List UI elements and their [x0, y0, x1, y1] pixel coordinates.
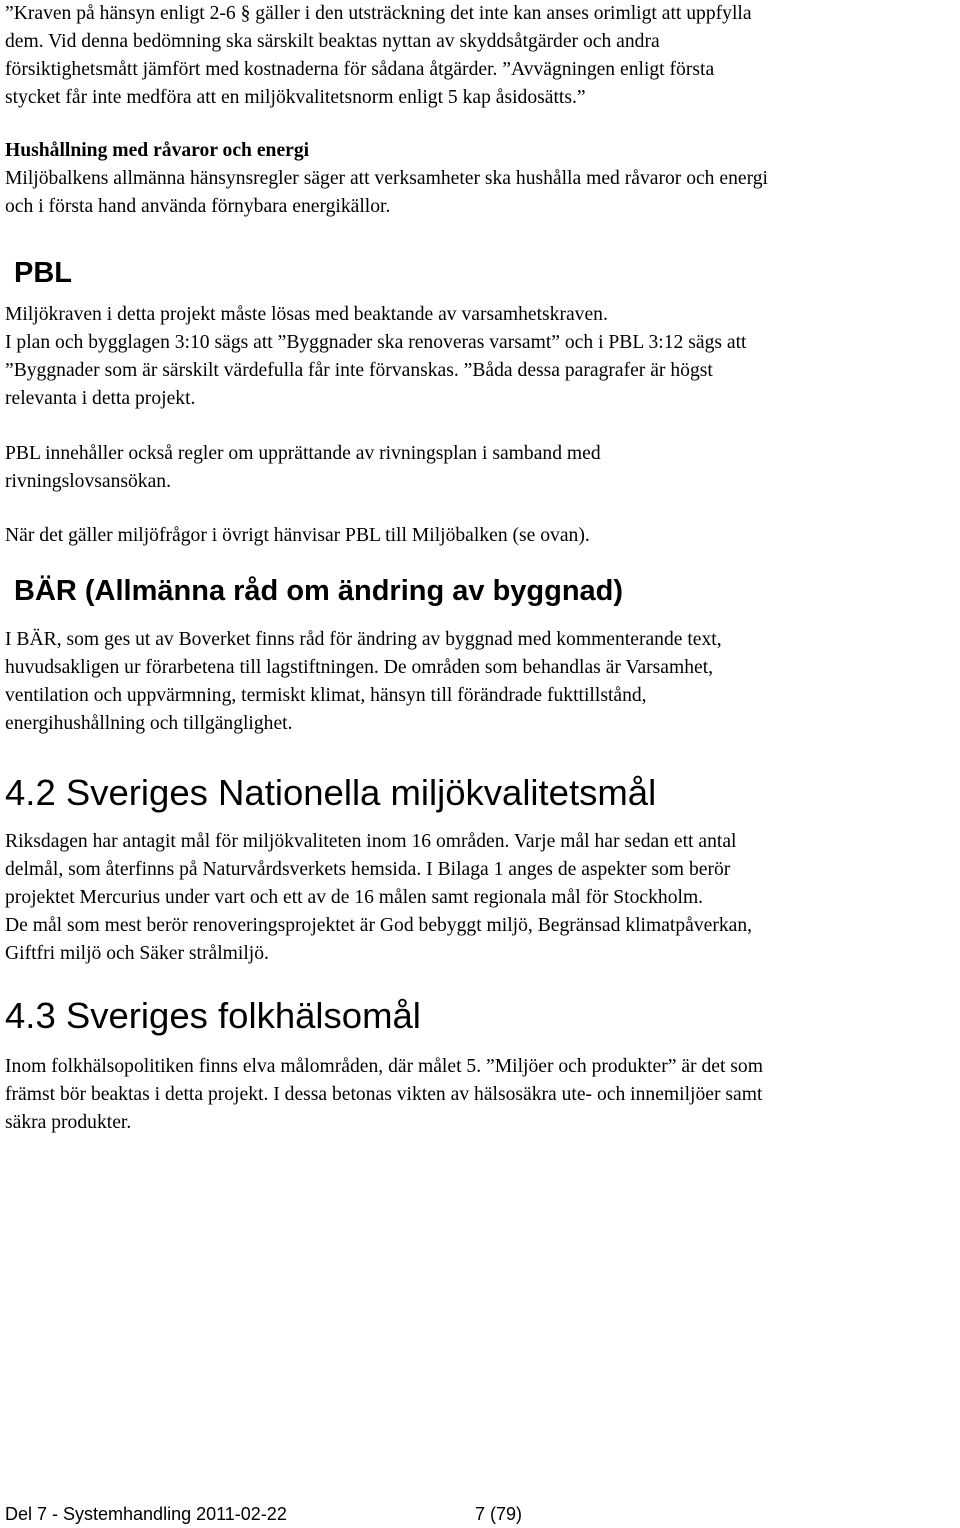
heading-pbl: PBL	[14, 257, 72, 289]
footer-document-info: Del 7 - Systemhandling 2011-02-22	[5, 1504, 287, 1524]
paragraph-intro-quote: ”Kraven på hänsyn enligt 2-6 § gäller i den utsträckning det inte kan anses orimligt att uppfylla dem. Vid denna bedömning ska särskilt beaktas nyttan av skyddsåtgärder och andra försiktighetsmått jämfört med kostnaderna för sådana åtgärder. ”Avvägningen enligt första stycket får inte medföra att en miljökvalitetsnorm enligt 5 kap åsidosätts.”	[5, 3, 752, 108]
heading-4-2: 4.2 Sveriges Nationella miljökvalitetsmål	[5, 772, 657, 813]
paragraph-pbl-1: Miljökraven i detta projekt måste lösas med beaktande av varsamhetskraven. I plan och bygglagen 3:10 sägs att ”Byggnader ska renoveras varsamt” och i PBL 3:12 sägs att ”Byggnader som är särskilt värdefulla får inte förvanskas. ”Båda dessa paragrafer är högst relevanta i detta projekt.	[5, 304, 747, 409]
page-footer	[5, 1501, 955, 1527]
paragraph-4-2: Riksdagen har antagit mål för miljökvaliteten inom 16 områden. Varje mål har sedan ett antal delmål, som återfinns på Naturvårdsverkets hemsida. I Bilaga 1 anges de aspekter som berör projektet Mercurius under vart och ett av de 16 målen samt regionala mål för Stockholm. De mål som mest berör renoveringsprojektet är God bebyggt miljö, Begränsad klimatpåverkan, Giftfri miljö och Säker strålmiljö.	[5, 831, 753, 964]
subheading-hushallning: Hushållning med råvaror och energi	[5, 140, 310, 161]
heading-4-3: 4.3 Sveriges folkhälsomål	[5, 995, 421, 1036]
paragraph-pbl-3: När det gäller miljöfrågor i övrigt hänvisar PBL till Miljöbalken (se ovan).	[5, 525, 590, 546]
footer-page-number: 7 (79)	[475, 1504, 523, 1524]
document-page	[5, 0, 955, 1137]
paragraph-4-3: Inom folkhälsopolitiken finns elva målområden, där målet 5. ”Miljöer och produkter” är det som främst bör beaktas i detta projekt. I dessa betonas vikten av hälsosäkra ute- och innemiljöer samt säkra produkter.	[5, 1056, 763, 1133]
heading-bar: BÄR (Allmänna råd om ändring av byggnad)	[14, 575, 624, 607]
paragraph-hushallning: Miljöbalkens allmänna hänsynsregler säger att verksamheter ska hushålla med råvaror och energi och i första hand använda förnybara energikällor.	[5, 168, 768, 217]
paragraph-pbl-2: PBL innehåller också regler om upprättande av rivningsplan i samband med rivningslovsansökan.	[5, 443, 601, 492]
paragraph-bar: I BÄR, som ges ut av Boverket finns råd för ändring av byggnad med kommenterande text, huvudsakligen ur förarbetena till lagstiftningen. De områden som behandlas är Varsamhet, ventilation och uppvärmning, termiskt klimat, hänsyn till förändrade fukttillstånd, energihushållning och tillgänglighet.	[5, 629, 722, 734]
